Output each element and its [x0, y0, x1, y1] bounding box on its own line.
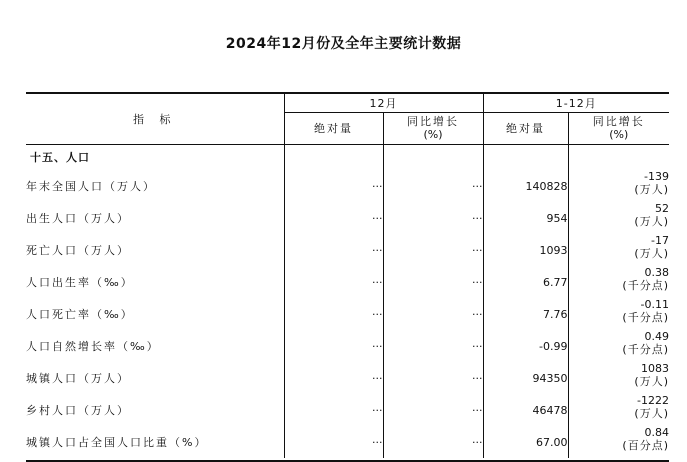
month-yoy-cell: ···: [383, 170, 483, 202]
month-yoy-cell: ···: [383, 266, 483, 298]
year-yoy-cell: [568, 266, 669, 298]
statistics-table: [26, 92, 669, 458]
year-abs-cell: 140828: [483, 170, 568, 202]
row-name: 出生人口（万人）: [26, 212, 130, 225]
table-row: [26, 330, 669, 362]
month-abs-cell: ···: [284, 234, 383, 266]
year-yoy-value: 0.38: [644, 266, 669, 279]
month-yoy-unit: (%): [423, 128, 443, 141]
year-yoy-value: -139: [644, 170, 669, 183]
month-abs-header: [284, 112, 383, 144]
page-title: 2024年12月份及全年主要统计数据: [225, 36, 462, 52]
year-abs-label: 绝对量: [506, 121, 545, 135]
year-yoy-cell: [568, 298, 669, 330]
year-yoy-cell: [568, 330, 669, 362]
table-row: [26, 170, 669, 202]
year-yoy-unit-label: (万人): [634, 215, 669, 228]
year-yoy-cell: [568, 362, 669, 394]
table-row: [26, 298, 669, 330]
row-name: 城镇人口（万人）: [26, 372, 130, 385]
year-header: 1-12月: [483, 93, 669, 112]
month-abs-cell: ···: [284, 330, 383, 362]
month-abs-label: 绝对量: [314, 121, 353, 135]
table-row: [26, 266, 669, 298]
year-abs-cell: 1093: [483, 234, 568, 266]
table-row: [26, 394, 669, 426]
year-yoy-unit-label: (万人): [634, 407, 669, 420]
month-yoy-cell: ···: [383, 234, 483, 266]
year-yoy-label: 同比增长: [592, 115, 645, 128]
month-yoy-cell: ···: [383, 394, 483, 426]
year-abs-cell: 6.77: [483, 266, 568, 298]
year-yoy-cell: [568, 426, 669, 458]
month-yoy-label: 同比增长: [407, 115, 459, 128]
month-yoy-cell: ···: [383, 202, 483, 234]
month-abs-cell: ···: [284, 394, 383, 426]
year-yoy-unit-label: (千分点): [622, 279, 669, 292]
month-abs-cell: ···: [284, 266, 383, 298]
table-row: [26, 202, 669, 234]
month-yoy-cell: ···: [383, 330, 483, 362]
month-abs-cell: ···: [284, 426, 383, 458]
month-abs-cell: ···: [284, 170, 383, 202]
year-abs-cell: 94350: [483, 362, 568, 394]
table-row: [26, 362, 669, 394]
row-name: 城镇人口占全国人口比重（%）: [26, 436, 208, 449]
year-yoy-cell: [568, 394, 669, 426]
row-name: 死亡人口（万人）: [26, 244, 130, 257]
year-abs-header: [483, 112, 568, 144]
year-abs-cell: 954: [483, 202, 568, 234]
row-name: 乡村人口（万人）: [26, 404, 130, 417]
table-body: [26, 144, 669, 458]
year-yoy-cell: [568, 202, 669, 234]
year-abs-cell: 7.76: [483, 298, 568, 330]
month-header: 12月: [284, 93, 483, 112]
year-yoy-header: [568, 112, 669, 144]
year-yoy-unit-label: (百分点): [622, 439, 669, 452]
year-yoy-value: 0.84: [644, 426, 669, 439]
section-title: 十五、人口: [30, 151, 90, 165]
table-row: [26, 234, 669, 266]
month-yoy-cell: ···: [383, 426, 483, 458]
month-abs-cell: ···: [284, 298, 383, 330]
row-name: 人口自然增长率（‰）: [26, 340, 160, 353]
year-abs-cell: 67.00: [483, 426, 568, 458]
month-abs-cell: ···: [284, 202, 383, 234]
year-yoy-unit: (%): [609, 128, 629, 141]
month-yoy-cell: ···: [383, 298, 483, 330]
year-yoy-value: -17: [651, 234, 669, 247]
month-abs-cell: ···: [284, 362, 383, 394]
year-yoy-unit-label: (千分点): [622, 343, 669, 356]
year-yoy-value: 0.49: [644, 330, 669, 343]
row-name: 人口死亡率（‰）: [26, 308, 134, 321]
table-row: [26, 426, 669, 458]
year-yoy-unit-label: (万人): [634, 247, 669, 260]
year-abs-cell: 46478: [483, 394, 568, 426]
month-yoy-cell: ···: [383, 362, 483, 394]
indicator-header: 指 标: [26, 93, 284, 144]
year-abs-cell: -0.99: [483, 330, 568, 362]
section-row: [26, 144, 669, 170]
row-name: 人口出生率（‰）: [26, 276, 134, 289]
year-yoy-value: -0.11: [640, 298, 669, 311]
year-yoy-unit-label: (万人): [634, 183, 669, 196]
row-name: 年末全国人口（万人）: [26, 180, 156, 193]
table-header: [26, 93, 669, 144]
year-yoy-unit-label: (千分点): [622, 311, 669, 324]
year-yoy-value: -1222: [637, 394, 669, 407]
year-yoy-value: 52: [655, 202, 669, 215]
year-yoy-value: 1083: [641, 362, 669, 375]
year-yoy-unit-label: (万人): [634, 375, 669, 388]
year-yoy-cell: [568, 234, 669, 266]
year-yoy-cell: [568, 170, 669, 202]
month-yoy-header: [383, 112, 483, 144]
